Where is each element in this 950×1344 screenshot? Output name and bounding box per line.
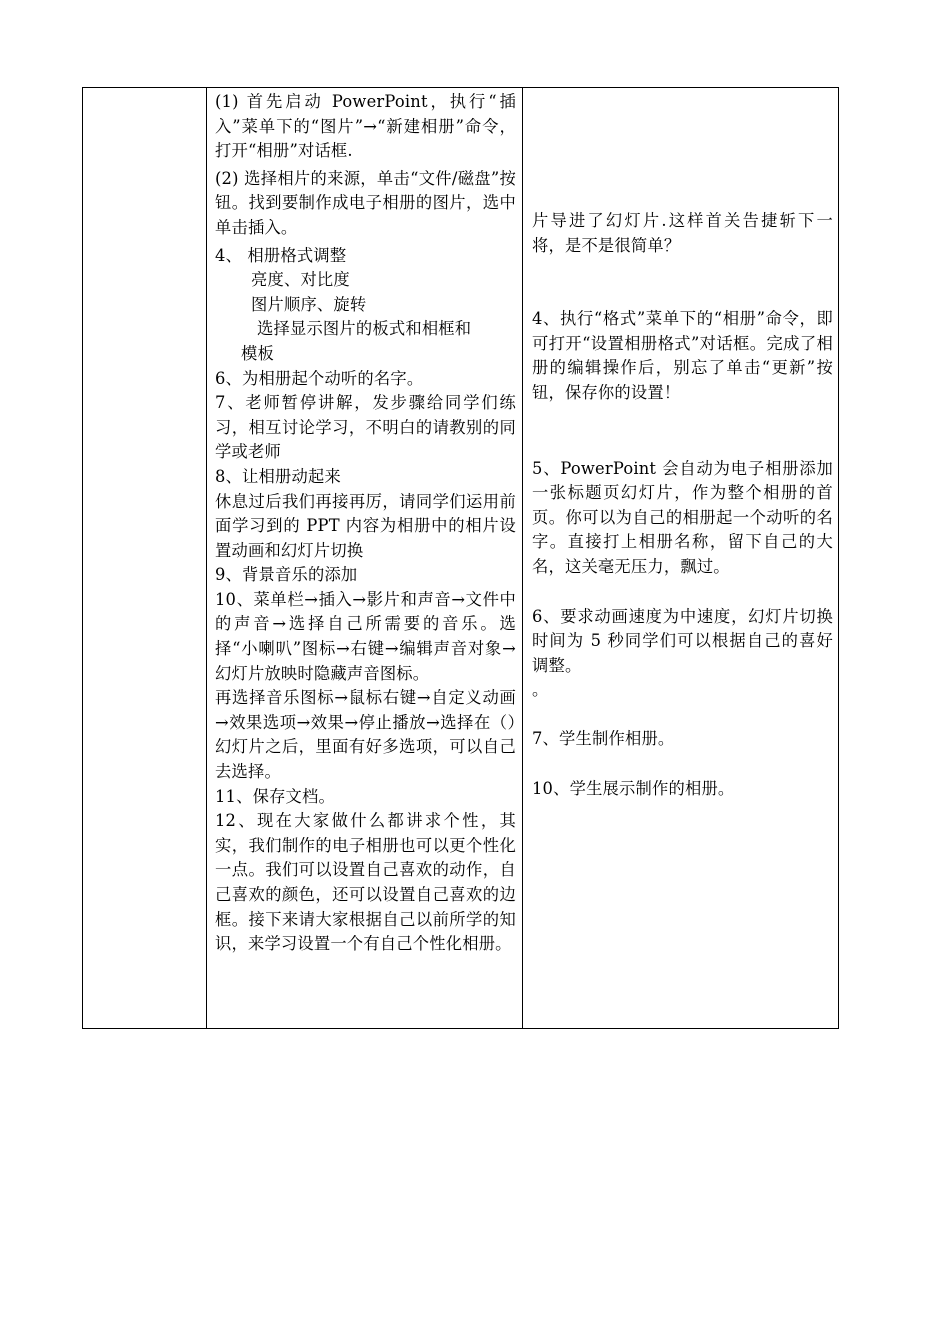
step-1-text: (1) 首先启动 PowerPoint，执行“插入”菜单下的“图片”→“新建相册”命令，打开“相册”对话框. [215, 92, 516, 161]
step-2-text: (2) 选择相片的来源，单击“文件/磁盘”按钮。找到要制作成电子相册的图片，选中单击插入。 [215, 168, 516, 237]
format-item-layout: 选择显示图片的板式和相框和 [257, 319, 472, 339]
right-note-10: 10、学生展示制作的相册。 [532, 778, 735, 798]
right-note-7: 7、学生制作相册。 [532, 728, 675, 748]
step-8-heading: 8、让相册动起来 [215, 466, 341, 486]
step-12-text: 12、现在大家做什么都讲求个性，其实，我们制作的电子相册也可以更个性化一点。我们可以设置自己喜欢的动作，自己喜欢的颜色，还可以设置自己喜欢的边框。接下来请大家根据自己以前所学的知识，来学习设置一个有自己个性化相册。 [215, 811, 516, 954]
lesson-table [82, 87, 839, 1029]
step-11-text: 11、保存文档。 [215, 786, 336, 806]
right-note-1: 片导进了幻灯片.这样首关告捷斩下一将，是不是很简单？ [532, 211, 833, 255]
step-8-text: 休息过后我们再接再厉，请同学们运用前面学习到的 PPT 内容为相册中的相片设置动画和幻灯片切换 [215, 491, 516, 560]
right-note-6: 6、要求动画速度为中速度，幻灯片切换时间为 5 秒同学们可以根据自己的喜好调整。 [532, 606, 833, 675]
right-note-5: 5、PowerPoint 会自动为电子相册添加一张标题页幻灯片，作为整个相册的首页。你可以为自己的相册起一个动听的名字。直接打上相册名称，留下自己的大名，这关毫无压力，飘过。 [532, 458, 833, 576]
step-10-continued: 再选择音乐图标→鼠标右键→自定义动画→效果选项→效果→停止播放→选择在（）幻灯片之后，里面有好多选项，可以自己去选择。 [215, 688, 516, 782]
step-9-heading: 9、背景音乐的添加 [215, 565, 358, 585]
right-note-period: 。 [532, 680, 549, 700]
format-item-template: 模板 [241, 343, 274, 363]
step-4-heading: 4、 相册格式调整 [215, 245, 347, 265]
format-item-brightness: 亮度、对比度 [251, 270, 350, 290]
format-item-order: 图片顺序、旋转 [251, 294, 367, 314]
teacher-activity-cell [207, 88, 522, 1028]
right-note-4: 4、执行“格式”菜单下的“相册”命令，即可打开“设置相册格式”对话框。完成了相册的编辑操作后，别忘了单击“更新”按钮，保存你的设置！ [532, 309, 833, 402]
step-7-text: 7、老师暂停讲解，发步骤给同学们练习，相互讨论学习，不明白的请教别的同学或老师 [215, 393, 516, 462]
step-10-text: 10、菜单栏→插入→影片和声音→文件中的声音→选择自己所需要的音乐。选择“小喇叭”图标→右键→编辑声音对象→幻灯片放映时隐藏声音图标。 [215, 589, 516, 683]
step-6-text: 6、为相册起个动听的名字。 [215, 368, 424, 388]
student-activity-cell [523, 88, 839, 1028]
